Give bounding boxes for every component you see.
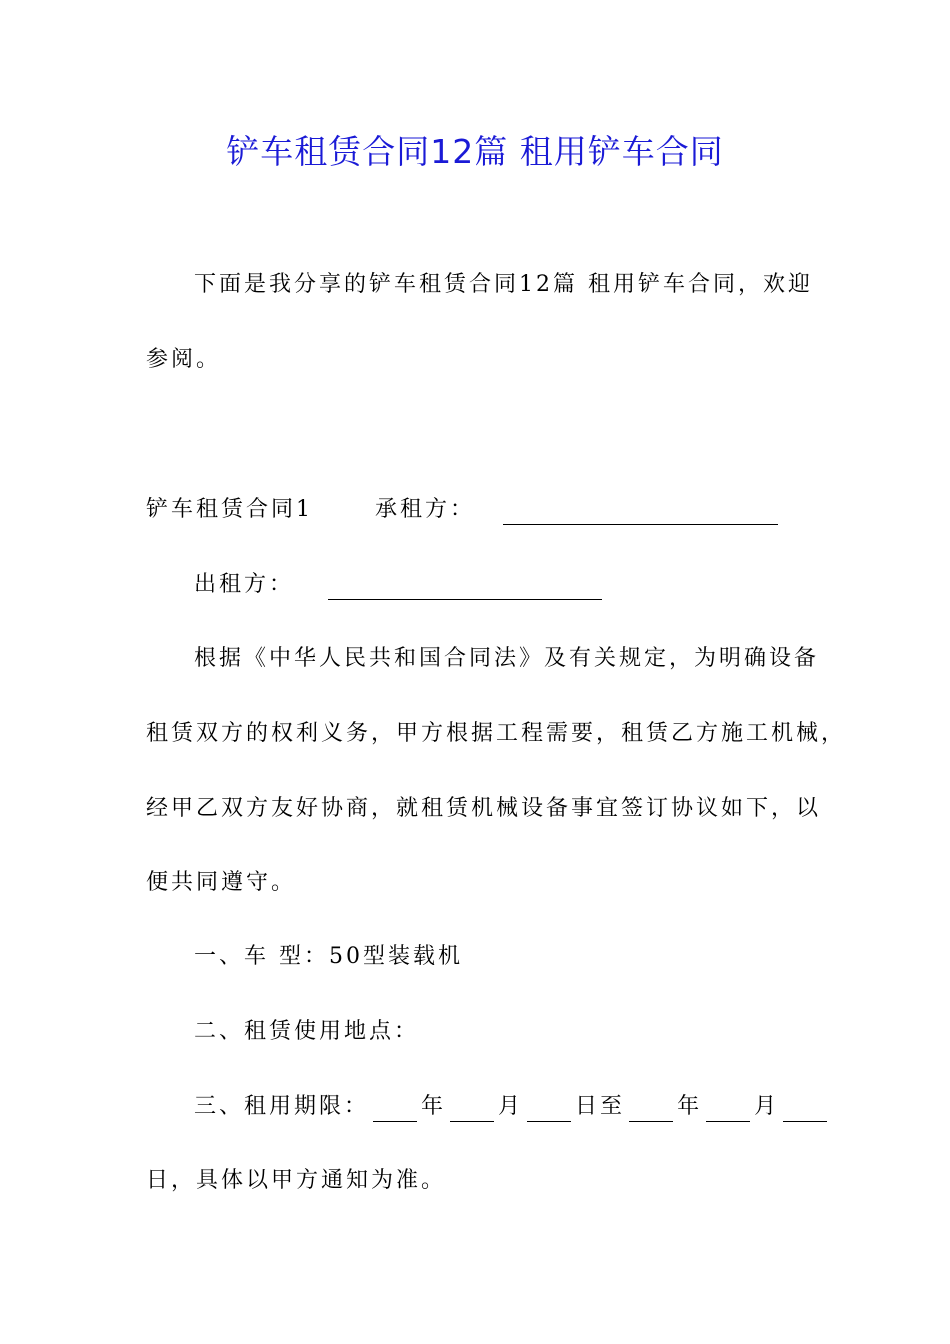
rental-period-continuation: 日，具体以甲方通知为准。 <box>146 1168 447 1193</box>
lessor-label: 出租方： <box>194 572 295 597</box>
item-location: 二、租赁使用地点： <box>194 1019 420 1044</box>
end-month-blank <box>706 1099 750 1122</box>
end-year-label: 年 <box>677 1094 703 1119</box>
contract-heading: 铲车租赁合同1 <box>146 497 313 522</box>
lessor-blank-line <box>328 577 602 600</box>
end-month-label: 月 <box>754 1094 780 1119</box>
item-vehicle-type: 一、车 型：50型装载机 <box>194 944 463 969</box>
item-rental-period <box>194 1092 831 1122</box>
start-month-blank <box>450 1099 494 1122</box>
paragraph-line-2: 租赁双方的权利义务，甲方根据工程需要，租赁乙方施工机械， <box>146 721 847 746</box>
intro-line-2: 参阅。 <box>146 347 222 372</box>
start-day-label: 日至 <box>575 1094 626 1119</box>
end-day-blank <box>783 1099 827 1122</box>
lessee-blank-line <box>503 502 778 525</box>
lessor-row <box>194 570 602 600</box>
lessee-label: 承租方： <box>375 497 476 522</box>
contract-heading-row <box>146 495 778 525</box>
start-day-blank <box>527 1099 571 1122</box>
rental-period-label: 三、租用期限： <box>194 1094 370 1119</box>
document-title: 铲车租赁合同12篇 租用铲车合同 <box>226 132 724 171</box>
end-year-blank <box>629 1099 673 1122</box>
start-month-label: 月 <box>498 1094 524 1119</box>
start-year-blank <box>373 1099 417 1122</box>
paragraph-line-1: 根据《中华人民共和国合同法》及有关规定，为明确设备 <box>194 646 820 671</box>
intro-line-1: 下面是我分享的铲车租赁合同12篇 租用铲车合同，欢迎 <box>194 272 813 297</box>
paragraph-line-4: 便共同遵守。 <box>146 870 297 895</box>
start-year-label: 年 <box>421 1094 447 1119</box>
paragraph-line-3: 经甲乙双方友好协商，就租赁机械设备事宜签订协议如下，以 <box>146 796 822 821</box>
